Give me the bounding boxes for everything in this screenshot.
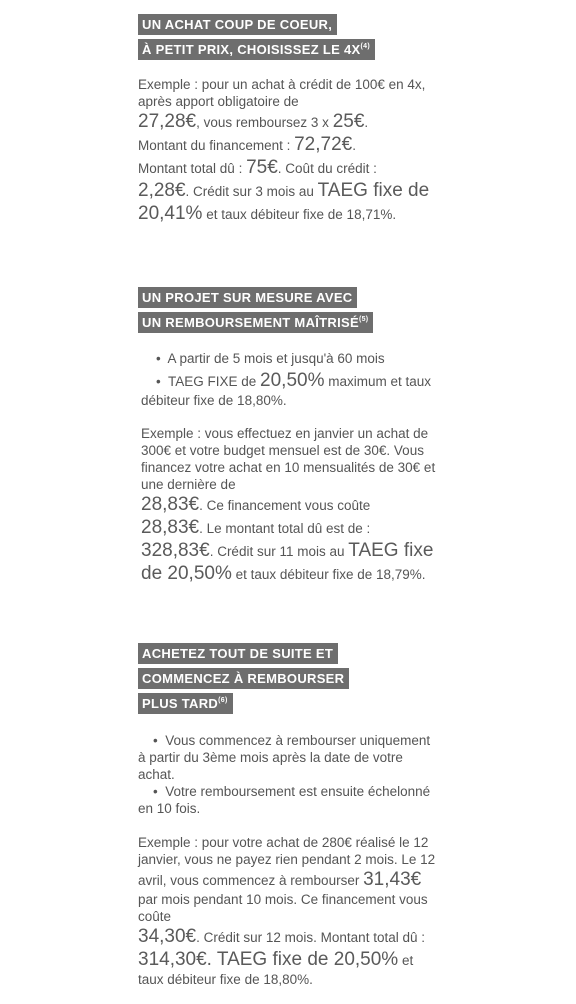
list-item-text: TAEG FIXE de	[168, 374, 257, 389]
bullet-list	[138, 350, 438, 409]
highlight-value: TAEG fixe de 20,41%	[138, 180, 430, 224]
footnote-ref: (6)	[218, 697, 228, 704]
heading-text: UN PROJET SUR MESURE AVEC	[142, 290, 353, 305]
heading-text: COMMENCEZ À REMBOURSER	[142, 671, 345, 686]
example-text: . Crédit sur 12 mois. Montant total dû :	[196, 930, 425, 945]
example-text: et taux débiteur fixe de 18,80%.	[138, 953, 414, 987]
example-text: .	[364, 115, 369, 130]
example-text: Montant du financement :	[138, 138, 291, 153]
highlight-value: 72,72€	[294, 134, 353, 155]
heading-text: UN ACHAT COUP DE COEUR,	[142, 17, 333, 32]
heading-line	[138, 14, 337, 35]
highlight-value: 25€	[332, 111, 365, 132]
footnote-ref: (4)	[360, 43, 370, 50]
highlight-value: 328,83€	[141, 540, 210, 561]
highlight-value: 20,50%	[260, 370, 325, 391]
heading-line	[138, 693, 233, 714]
highlight-value: 27,28€	[138, 111, 197, 132]
highlight-value: 2,28€	[138, 180, 186, 201]
example-text: et taux débiteur fixe de 18,71%.	[206, 207, 397, 222]
highlight-value: 314,30€. TAEG fixe de 20,50%	[138, 949, 399, 970]
example-text: Montant total dû :	[138, 161, 243, 176]
section-4x-heading	[138, 14, 438, 64]
heading-line	[138, 312, 373, 333]
example-text: Exemple : pour votre achat de 280€ réalisé le 12 janvier, vous ne payez rien pendant 2 mois. Le 12 avril, vous commencez à rembourser	[138, 835, 436, 888]
example-paragraph	[138, 834, 438, 988]
example-text: . Ce financement vous coûte	[199, 498, 371, 513]
list-item	[141, 350, 438, 367]
bullet-mark: •	[153, 784, 158, 799]
example-text: . Le montant total dû est de :	[199, 521, 371, 536]
list-item	[138, 732, 438, 783]
highlight-value: 31,43€	[363, 869, 422, 890]
list-item-text: Vous commencez à rembourser uniquement à partir du 3ème mois après la date de votre achat.	[138, 733, 431, 782]
heading-line	[138, 39, 375, 60]
example-text: . Crédit sur 11 mois au	[209, 544, 345, 559]
example-text: .	[352, 138, 356, 153]
list-item	[141, 369, 438, 409]
highlight-value: 28,83€	[141, 494, 200, 515]
bullet-mark: •	[156, 351, 161, 366]
heading-line	[138, 287, 357, 308]
section-sur-mesure-heading	[138, 287, 438, 337]
example-text: et taux débiteur fixe de 18,79%.	[235, 567, 426, 582]
section-4x	[138, 14, 438, 225]
bullet-mark: •	[153, 733, 158, 748]
example-text: par mois pendant 10 mois. Ce financement vous coûte	[138, 892, 428, 924]
section-paiement-differe	[138, 643, 438, 988]
heading-text: ACHETEZ TOUT DE SUITE ET	[142, 646, 334, 661]
example-text: Exemple : pour un achat à crédit de 100€ en 4x, après apport obligatoire de	[138, 77, 426, 109]
example-text: , vous remboursez 3 x	[196, 115, 329, 130]
heading-line	[138, 668, 349, 689]
highlight-value: 28,83€	[141, 517, 200, 538]
heading-text: UN REMBOURSEMENT MAÎTRISÉ	[142, 315, 359, 330]
list-item-text: A partir de 5 mois et jusqu'à 60 mois	[167, 351, 385, 366]
bullet-mark: •	[156, 374, 161, 389]
highlight-value: 75€	[246, 157, 278, 178]
example-text: Exemple : vous effectuez en janvier un achat de 300€ et votre budget mensuel est de 30€. Vous financez votre achat en 10 mensualités de 30€ et une dernière de	[141, 426, 436, 492]
example-paragraph	[138, 76, 438, 225]
heading-text: PLUS TARD	[142, 696, 219, 711]
section-paiement-differe-heading	[138, 643, 438, 718]
bullet-list	[138, 732, 438, 817]
heading-text: À PETIT PRIX, CHOISISSEZ LE 4X	[142, 42, 361, 57]
footnote-ref: (5)	[358, 316, 369, 323]
highlight-value: 34,30€	[138, 926, 197, 947]
heading-line	[138, 643, 338, 664]
highlight-value: TAEG fixe de 20,50%	[141, 540, 434, 584]
list-item-text: Votre remboursement est ensuite échelonné en 10 fois.	[138, 784, 431, 816]
list-item	[138, 783, 438, 817]
section-sur-mesure	[138, 287, 438, 585]
example-text: . Coût du crédit :	[277, 161, 377, 176]
list-item-text: maximum et taux débiteur fixe de 18,80%.	[141, 374, 432, 408]
example-paragraph	[138, 425, 438, 585]
example-text: . Crédit sur 3 mois au	[185, 184, 314, 199]
